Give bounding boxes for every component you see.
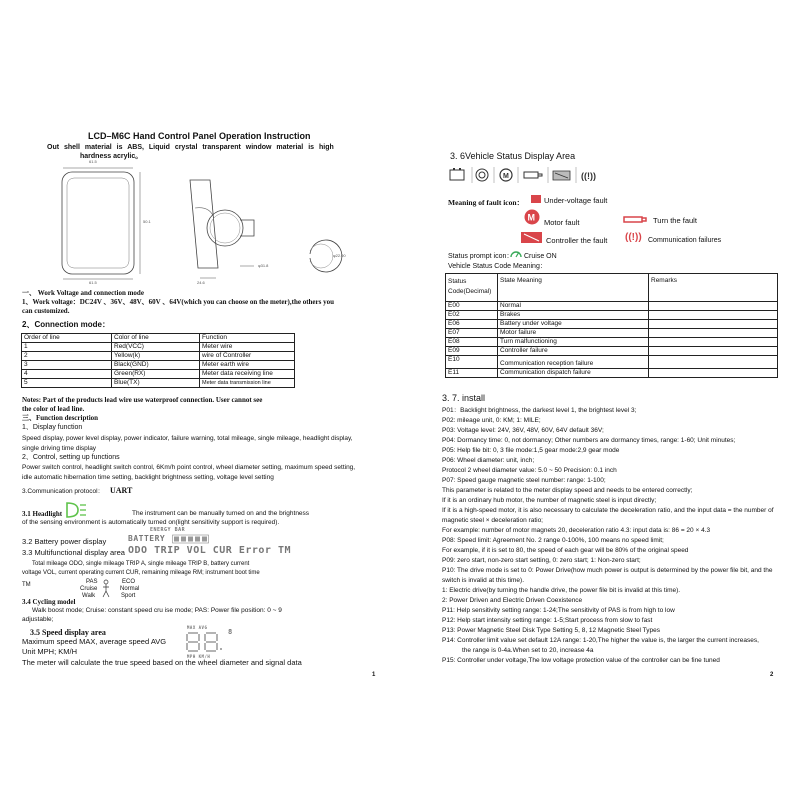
parameter-line: P08: Speed limit: Agreement No. 2 range 0-100%, 100 means no speed limit;	[442, 537, 664, 544]
cruise-mode-label: Cruise	[80, 586, 98, 592]
parameter-line: P12: Help start intensity setting range: 1-5;Start process from slow to fast	[442, 617, 653, 624]
protocol-value: UART	[110, 486, 133, 495]
table-cell: E11	[446, 369, 498, 378]
parameter-line: P13: Power Magnetic Steel Disk Type Setting 5, 8, 12 Magnetic Steel Types	[442, 627, 660, 634]
svg-text:M: M	[527, 212, 535, 223]
intro-line-1: Out shell material is ABS, Liquid crystal transparent window material is high	[47, 144, 334, 151]
status-display-heading: 3. 6Vehicle Status Display Area	[450, 151, 576, 161]
table-cell	[649, 347, 778, 356]
control-function-line-2: idle automatic hibernation time setting, backlight brightness setting, voltage level setting	[22, 474, 274, 481]
parameter-line: P06: Wheel diameter: unit, inch;	[442, 457, 535, 464]
table-cell: Normal	[498, 302, 649, 311]
multifunction-line-1: Total mileage ODO, single mileage TRIP A, single mileage TRIP B, battery current	[32, 561, 250, 567]
walk-person-icon	[100, 579, 112, 599]
table-row	[22, 361, 295, 370]
communication-failure-label: Communication failures	[648, 237, 722, 244]
parameter-line: P10: The drive mode is set to 0: Power Drive(how much power is output is determined by the power file bit, and the	[442, 567, 773, 574]
parameter-line: If it is a high-speed motor, it is also necessary to calculate the deceleration ratio, and the input data = the number of	[442, 507, 774, 514]
table-cell	[649, 356, 778, 369]
controller-fault-icon	[520, 230, 544, 244]
table-cell	[649, 338, 778, 347]
table-header-cell: Function	[200, 334, 295, 343]
table-cell	[649, 369, 778, 378]
parameter-line: the range is 0-4a.When set to 20, increase 4a	[462, 647, 594, 654]
table-cell: E02	[446, 311, 498, 320]
control-function-heading: 2、Control, setting up functions	[22, 454, 120, 461]
multifunction-heading: 3.3 Multifunctional display area	[22, 548, 125, 557]
table-cell: wire of Controller	[200, 352, 295, 361]
speed-line-3: The meter will calculate the true speed based on the wheel diameter and signal data	[22, 658, 302, 667]
speed-small-digit: 8	[228, 628, 233, 636]
table-cell: Blue(TX)	[112, 379, 200, 388]
table-cell: E00	[446, 302, 498, 311]
table-cell	[649, 311, 778, 320]
speed-line-1: Maximum speed MAX, average speed AVG	[22, 637, 167, 646]
table-cell: E10	[446, 356, 498, 369]
table-cell: 4	[22, 370, 112, 379]
table-cell: Controller failure	[498, 347, 649, 356]
page-2	[400, 0, 800, 800]
parameter-line: 2: Power Driven and Electric Driven Coexistence	[442, 597, 583, 604]
dim-bottom: 61.5	[89, 280, 97, 285]
section-2-heading: 2、Connection mode：	[22, 320, 111, 329]
svg-text:M: M	[503, 173, 509, 180]
table-cell: Meter earth wire	[200, 361, 295, 370]
communication-failure-icon	[625, 229, 647, 243]
table-row	[22, 343, 295, 352]
table-cell: Green(RX)	[112, 370, 200, 379]
table-header-cell	[446, 274, 498, 302]
battery-lcd-label: BATTERY	[128, 534, 166, 543]
battery-heading: 3.2 Battery power display	[22, 537, 107, 546]
table-cell: Red(VCC)	[112, 343, 200, 352]
table-cell: Brakes	[498, 311, 649, 320]
table-row	[446, 329, 778, 338]
parameter-line: P04: Dormancy time: 0, not dormancy; Other numbers are dormancy times, range: 1-60; Unit minutes;	[442, 437, 736, 444]
motor-fault-label: Motor fault	[544, 218, 580, 227]
controller-fault-label: Controller the fault	[546, 236, 608, 245]
work-voltage-line-1: 1、Work voltage：DC24V 、36V、48V、60V 、64V(which you can choose on the meter),the others you	[22, 298, 335, 306]
speed-seven-segment-display	[185, 631, 225, 653]
parameter-line: For example: number of motor magnets 20, deceleration ratio 4.3: input data is: 86 = 20 × 4.3	[442, 527, 711, 534]
control-function-line-1: Power switch control, headlight switch control, 6Km/h point control, wheel diameter setting, maximum speed setting,	[22, 464, 356, 471]
table-cell: Communication dispatch failure	[498, 369, 649, 378]
notes-line-1: Notes: Part of the products lead wire use waterproof connection. User cannot see	[22, 396, 263, 404]
table-header-cell: State Meaning	[498, 274, 649, 302]
work-voltage-line-2: can customized.	[22, 307, 70, 315]
dim-top: 61.5	[89, 159, 97, 164]
headlight-line-1: The instrument can be manually turned on and the brightness	[132, 510, 310, 517]
table-header-cell: Order of line	[22, 334, 112, 343]
table-cell: E08	[446, 338, 498, 347]
document-title: LCD–M6C Hand Control Panel Operation Instruction	[88, 131, 311, 141]
table-cell: 5	[22, 379, 112, 388]
dim-side: 50.1	[143, 219, 151, 224]
parameter-line: 1: Electric drive(by turning the handle drive, the power file bit is invalid at this time).	[442, 587, 681, 594]
parameter-line: Protocol 2 wheel diameter value: 5.0 ~ 50 Precision: 0.1 inch	[442, 467, 617, 474]
status-prompt-label: Status prompt icon：	[448, 253, 514, 260]
speed-heading: 3.5 Speed display area	[30, 628, 106, 637]
under-voltage-fault-label: Under-voltage fault	[544, 196, 608, 205]
headlight-line-2: of the sensing environment is automatically turned on(light sensitivity support is required).	[22, 519, 280, 526]
display-function-line-1: Speed display, power level display, power indicator, failure warning, total mileage, single mileage, headlight display,	[22, 435, 353, 442]
table-row	[22, 352, 295, 361]
section-1-heading: 一、 Work Voltage and connection mode	[22, 289, 144, 297]
svg-text:((!)): ((!))	[581, 171, 596, 181]
notes-line-2: the color of lead line.	[22, 405, 85, 413]
dim-depth: 24.6	[197, 280, 205, 285]
parameter-line: P05: Help file bit: 0, 3 file mode:1,5 gear mode:2,9 gear mode	[442, 447, 620, 454]
parameter-line: This parameter is related to the meter display speed and needs to be entered correctly;	[442, 487, 693, 494]
table-cell: Battery under voltage	[498, 320, 649, 329]
table-cell: Yellow(k)	[112, 352, 200, 361]
headlight-icon	[65, 500, 87, 520]
walk-mode-label: Walk	[82, 593, 96, 599]
table-cell: 1	[22, 343, 112, 352]
cycling-line-1: Walk boost mode; Cruise: constant speed cru ise mode; PAS: Power file position: 0 ~ 9	[32, 607, 282, 614]
cruise-on-label: Cruise ON	[524, 253, 557, 260]
parameter-line: magnetic steel × deceleration ratio;	[442, 517, 543, 524]
table-header-row	[446, 274, 778, 302]
install-heading: 3. 7. install	[442, 393, 486, 403]
table-row	[22, 379, 295, 388]
parameter-line: P02: mileage unit, 0: KM; 1: MILE;	[442, 417, 541, 424]
table-cell	[649, 302, 778, 311]
multifunction-lcd-labels: ODO TRIP VOL CUR Error TM	[128, 545, 292, 556]
eco-mode-label: ECO	[122, 579, 136, 585]
table-row	[446, 320, 778, 329]
status-icon-strip	[448, 165, 618, 185]
table-cell: Turn malfunctioning	[498, 338, 649, 347]
protocol-label: 3.Communication protocol：	[22, 488, 105, 495]
connection-table	[21, 333, 295, 388]
table-row	[446, 369, 778, 378]
pas-mode-label: PAS	[86, 579, 98, 585]
under-voltage-icon	[530, 193, 542, 205]
table-row	[446, 338, 778, 347]
panel-technical-drawing	[40, 158, 360, 288]
cycling-line-2: adjustable;	[22, 616, 54, 623]
parameter-line: P07: Speed gauge magnetic steel number: range: 1-100;	[442, 477, 606, 484]
parameter-line: P03: Voltage level: 24V, 36V, 48V, 60V, 64V default 36V;	[442, 427, 604, 434]
energy-bar-icon	[172, 534, 210, 544]
section-3-heading: 三、Function description	[22, 414, 99, 422]
page-number-2: 2	[770, 672, 774, 678]
table-cell: Black(GND)	[112, 361, 200, 370]
speed-lcd-unit-label: MPH KM/H	[187, 654, 211, 659]
table-cell: Motor failure	[498, 329, 649, 338]
speed-lcd-top-label: MAX AVG	[187, 625, 208, 630]
parameter-line: For example, if it is set to 80, the speed of each gear will be 80% of the original speed	[442, 547, 689, 554]
table-row	[446, 311, 778, 320]
parameter-line: P15: Controller under voltage,The low voltage protection value of the controller can be fine tuned	[442, 657, 720, 664]
table-cell: E07	[446, 329, 498, 338]
svg-text:((!)): ((!))	[625, 232, 642, 243]
table-header-cell: Remarks	[649, 274, 778, 302]
table-cell	[649, 329, 778, 338]
sport-mode-label: Sport	[121, 593, 136, 599]
table-cell: Meter data transmission line	[200, 379, 295, 388]
intro-line-2: hardness acrylic。	[80, 153, 143, 160]
status-code-table	[445, 273, 778, 378]
parameter-line: P14: Controller limit value set default 12A range: 1-20,The higher the value is, the larger the current increases,	[442, 637, 759, 644]
parameter-line: P09: zero start, non-zero start setting, 0: zero start; 1: Non-zero start;	[442, 557, 641, 564]
turn-fault-icon	[622, 212, 648, 226]
table-cell: E06	[446, 320, 498, 329]
table-row	[22, 370, 295, 379]
energy-bar-label: ENERGY BAR	[150, 527, 186, 533]
display-function-heading: 1、Display function	[22, 424, 83, 431]
cruise-on-icon	[509, 248, 523, 260]
status-code-meaning-label: Vehicle Status Code Meaning：	[448, 263, 547, 270]
normal-mode-label: Normal	[120, 586, 140, 592]
dim-ring: φ22.00	[333, 253, 346, 258]
multifunction-line-2: voltage VOL, current operating current CUR, remaining mileage RM; instrument boot time	[22, 570, 260, 576]
table-cell: Communication reception failure	[498, 356, 649, 369]
table-cell: 3	[22, 361, 112, 370]
table-cell: E09	[446, 347, 498, 356]
table-cell: Meter data receiving line	[200, 370, 295, 379]
dim-clamp: φ31.8	[258, 263, 269, 268]
table-header-cell: Color of line	[112, 334, 200, 343]
parameter-line: P01：Backlight brightness, the darkest level 1, the brightest level 3;	[442, 407, 637, 414]
cycling-heading: 3.4 Cycling model	[22, 598, 76, 606]
table-cell: 2	[22, 352, 112, 361]
table-header-row	[22, 334, 295, 343]
table-row	[446, 356, 778, 369]
parameter-line: P11: Help sensitivity setting range: 1-24;The sensitivity of PAS is from high to low	[442, 607, 675, 614]
table-cell	[649, 320, 778, 329]
status-header: Status	[448, 278, 467, 285]
parameter-line: switch is invalid at this time).	[442, 577, 524, 584]
status-code-header: Code(Decimal)	[448, 288, 492, 295]
table-cell: Meter wire	[200, 343, 295, 352]
tm-label: TM	[22, 582, 31, 588]
headlight-heading: 3.1 Headlight	[22, 510, 63, 518]
table-row	[446, 302, 778, 311]
fault-meaning-label: Meaning of fault icon：	[448, 198, 525, 207]
parameter-line: If it is an ordinary hub motor, the number of magnetic steel is input directly;	[442, 497, 657, 504]
motor-fault-icon	[523, 208, 541, 226]
table-row	[446, 347, 778, 356]
page-number-1: 1	[372, 672, 376, 678]
turn-fault-label: Turn the fault	[653, 216, 697, 225]
display-function-line-2: single driving time display	[22, 445, 97, 452]
speed-line-2: Unit MPH; KM/H	[22, 647, 78, 656]
